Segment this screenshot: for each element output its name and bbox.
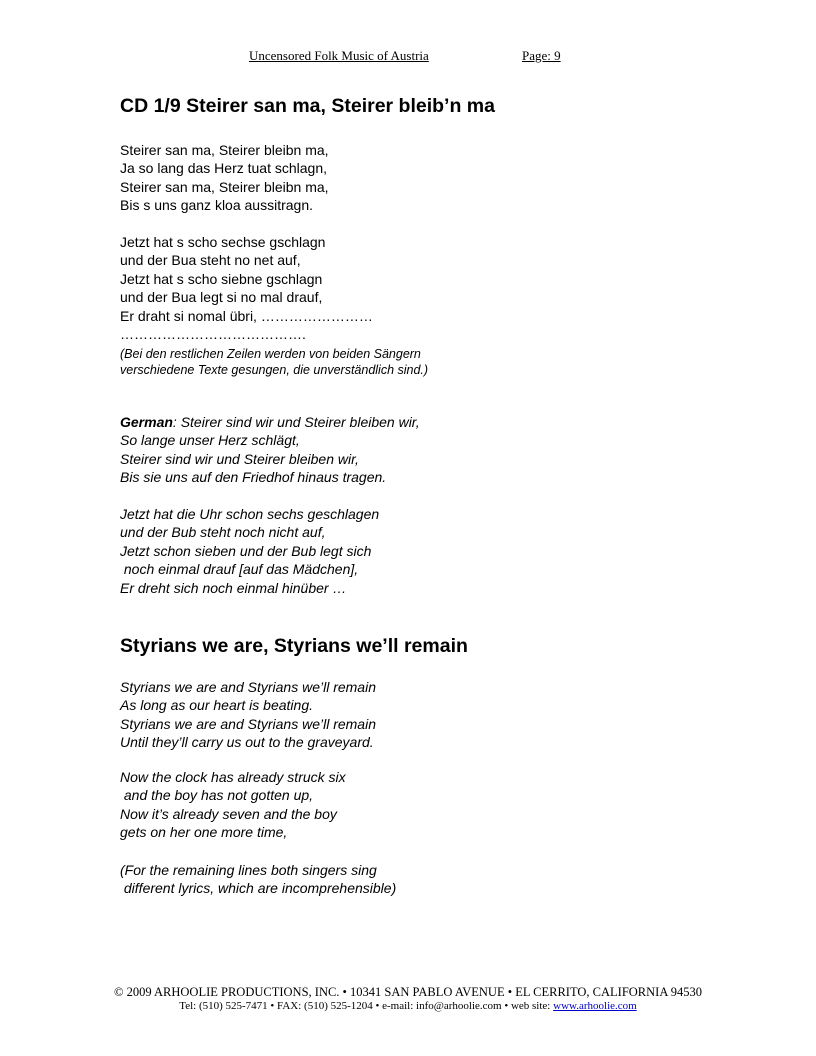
lyric-line: …………………………………. [120,326,306,343]
lyric-line: Er dreht sich noch einmal hinüber … [120,579,347,596]
german-first-line-text: : Steirer sind wir und Steirer bleiben wir, [172,414,420,430]
lyric-line: Bis sie uns auf den Friedhof hinaus tragen. [120,469,387,486]
lyric-line: and the boy has not gotten up, [120,787,314,804]
lyric-line: As long as our heart is beating. [120,697,314,714]
lyric-line: Bis s uns ganz kloa aussitragn. [120,197,313,214]
lyric-line: Steirer sind wir und Steirer bleiben wir, [120,450,359,467]
note-line: different lyrics, which are incomprehensible) [120,880,397,897]
lyric-line: und der Bua steht no net auf, [120,252,301,269]
english-heading: Styrians we are, Styrians we’ll remain [120,635,468,657]
lyrics-note-german [120,346,428,378]
lyric-line: Styrians we are and Styrians we’ll remain [120,679,376,695]
german-verse-1 [120,413,420,487]
lyric-line: Ja so lang das Herz tuat schlagn, [120,160,328,177]
document-title: Uncensored Folk Music of Austria [249,48,429,63]
english-verse-1 [120,678,376,752]
song-heading: CD 1/9 Steirer san ma, Steirer bleib’n ma [120,95,495,117]
lyric-line: Now the clock has already struck six [120,769,346,785]
lyric-line: Styrians we are and Styrians we’ll remain [120,715,376,732]
german-verse-2 [120,505,379,597]
note-line: (Bei den restlichen Zeilen werden von beiden Sängern [120,347,421,361]
lyric-line: und der Bub steht noch nicht auf, [120,524,326,541]
lyric-line: gets on her one more time, [120,824,288,841]
footer-contact-text: Tel: (510) 525-7471 • FAX: (510) 525-1204 • e-mail: info@arhoolie.com • web site: [179,1000,554,1012]
footer-address: © 2009 ARHOOLIE PRODUCTIONS, INC. • 10341 SAN PABLO AVENUE • EL CERRITO, CALIFORNIA 94530 [113,985,703,999]
lyric-line: Jetzt schon sieben und der Bub legt sich [120,542,372,559]
footer-contact [0,1000,816,1012]
lyrics-verse-2 [120,233,373,343]
lyric-line: So lange unser Herz schlägt, [120,432,300,449]
lyric-line: Now it’s already seven and the boy [120,805,337,822]
german-first-line [120,413,420,431]
lyric-line: Jetzt hat s scho siebne gschlagn [120,270,323,287]
note-line: verschiedene Texte gesungen, die unverständlich sind.) [120,363,429,377]
lyric-line: Until they’ll carry us out to the graveyard. [120,734,374,751]
page-number: Page: 9 [522,48,561,63]
german-label: German [120,414,173,430]
lyric-line: Steirer san ma, Steirer bleibn ma, [120,142,329,158]
note-line: (For the remaining lines both singers sing [120,862,377,878]
website-link[interactable]: www.arhoolie.com [553,1000,637,1012]
lyric-line: Jetzt hat s scho sechse gschlagn [120,234,326,250]
lyric-line: Er draht si nomal übri, …………………… [120,307,373,324]
english-verse-2 [120,768,346,842]
english-note [120,861,396,898]
lyric-line: Steirer san ma, Steirer bleibn ma, [120,178,329,195]
lyric-line: und der Bua legt si no mal drauf, [120,289,323,306]
lyric-line: Jetzt hat die Uhr schon sechs geschlagen [120,506,380,522]
lyrics-verse-1 [120,141,329,215]
lyric-line: noch einmal drauf [auf das Mädchen], [120,561,359,578]
